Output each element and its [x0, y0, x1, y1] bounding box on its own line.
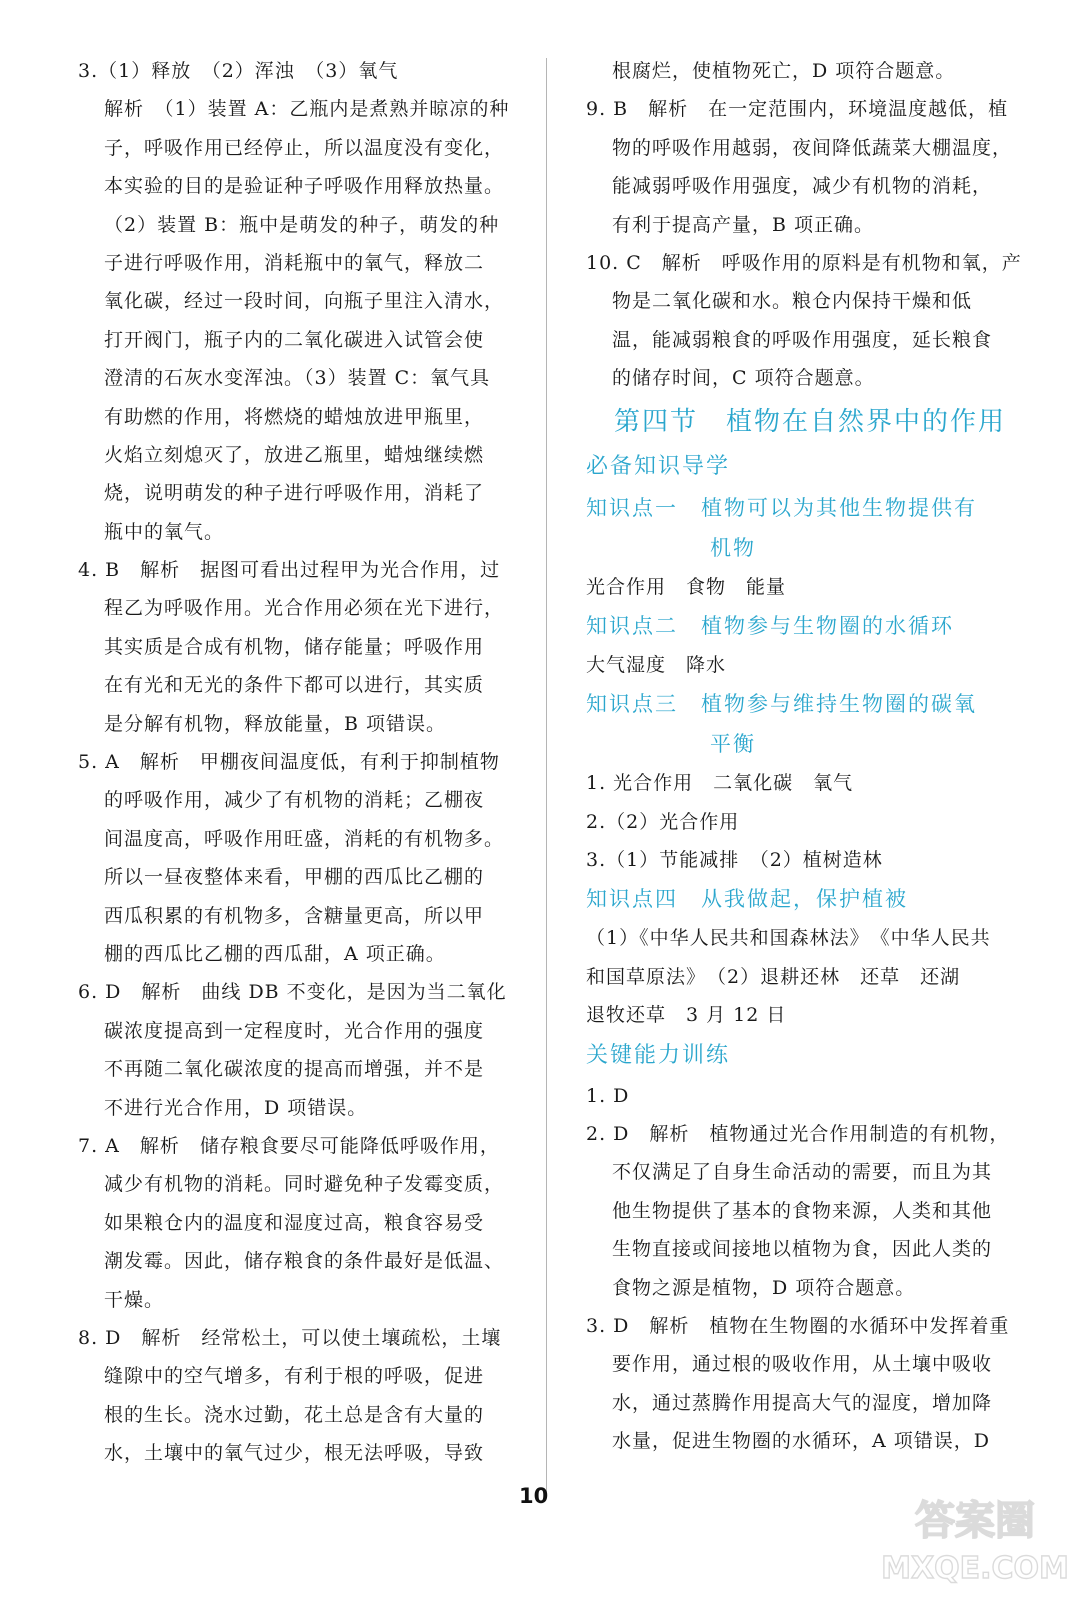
right-column: [586, 52, 1026, 1461]
left-line: 3.（1）释放 （2）浑浊 （3）氧气: [78, 60, 399, 82]
left-line: （2）装置 B：瓶中是萌发的种子，萌发的种: [104, 213, 500, 236]
left-line: 烧，说明萌发的种子进行呼吸作用，消耗了: [104, 482, 485, 505]
watermark-text: 答案圈: [915, 1498, 1035, 1544]
left-line: 打开阀门，瓶子内的二氧化碳进入试管会使: [104, 328, 485, 351]
right-line: （1）《中华人民共和国森林法》 《中华人民共: [586, 927, 991, 950]
right-line: 1. 光合作用 二氧化碳 氧气: [586, 772, 854, 795]
left-line: 减少有机物的消耗。同时避免种子发霉变质，: [104, 1173, 505, 1196]
left-line: 6. D 解析 曲线 DB 不变化，是因为当二氧化: [78, 981, 507, 1004]
right-line: 知识点一 植物可以为其他生物提供有: [586, 495, 977, 520]
left-line: 氧化碳，经过一段时间，向瓶子里注入清水，: [104, 290, 505, 313]
left-line: 火焰立刻熄灭了，放进乙瓶里，蜡烛继续燃: [104, 443, 485, 466]
left-line: 8. D 解析 经常松土，可以使土壤疏松，土壤: [78, 1326, 502, 1349]
right-line: 根腐烂，使植物死亡，D 项符合题意。: [612, 60, 956, 82]
left-line: 7. A 解析 储存粮食要尽可能降低呼吸作用，: [78, 1134, 500, 1157]
left-line: 的呼吸作用，减少了有机物的消耗；乙棚夜: [104, 789, 485, 812]
left-line: 潮发霉。因此，储存粮食的条件最好是低温、: [104, 1250, 505, 1273]
right-line: 物的呼吸作用越弱，夜间降低蔬菜大棚温度，: [612, 136, 1013, 159]
right-line: 10. C 解析 呼吸作用的原料是有机物和氧，产: [586, 251, 1022, 274]
left-line: 棚的西瓜比乙棚的西瓜甜，A 项正确。: [104, 942, 446, 965]
right-line: 第四节 植物在自然界中的作用: [614, 406, 1007, 437]
watermark-url: MXQE.COM: [881, 1551, 1069, 1586]
right-line: 不仅满足了自身生命活动的需要，而且为其: [612, 1161, 993, 1184]
right-line: 机物: [710, 535, 756, 560]
right-line: 9. B 解析 在一定范围内，环境温度越低，植: [586, 98, 1009, 121]
left-line: 子进行呼吸作用，消耗瓶中的氧气，释放二: [104, 251, 485, 274]
left-line: 间温度高，呼吸作用旺盛，消耗的有机物多。: [104, 827, 505, 850]
left-line: 有助燃的作用，将燃烧的蜡烛放进甲瓶里，: [104, 405, 485, 428]
right-line: 知识点三 植物参与维持生物圈的碳氧: [586, 692, 977, 717]
left-line: 不再随二氧化碳浓度的提高而增强，并不是: [104, 1058, 485, 1081]
right-line: 水，通过蒸腾作用提高大气的湿度，增加降: [612, 1391, 993, 1414]
right-line: 平衡: [710, 732, 756, 757]
left-line: 4. B 解析 据图可看出过程甲为光合作用，过: [78, 559, 501, 582]
left-line: 所以一昼夜整体来看，甲棚的西瓜比乙棚的: [104, 866, 485, 889]
left-column: [78, 52, 510, 1472]
right-line: 2.（2）光合作用: [586, 810, 740, 833]
right-line: 温，能减弱粮食的呼吸作用强度，延长粮食: [612, 328, 993, 351]
right-line: 生物直接或间接地以植物为食，因此人类的: [612, 1238, 993, 1261]
right-line: 要作用，通过根的吸收作用，从土壤中吸收: [612, 1353, 993, 1376]
column-divider: [546, 58, 547, 1498]
right-line: 退牧还草 3 月 12 日: [586, 1004, 787, 1027]
left-line: 干燥。: [104, 1288, 165, 1311]
left-line: 西瓜积累的有机物多，含糖量更高，所以甲: [104, 904, 485, 927]
right-line: 能减弱呼吸作用强度，减少有机物的消耗，: [612, 175, 993, 198]
right-line: 3. D 解析 植物在生物圈的水循环中发挥着重: [586, 1314, 1010, 1337]
right-line: 水量，促进生物圈的水循环，A 项错误，D: [612, 1430, 990, 1453]
left-line: 本实验的目的是验证种子呼吸作用释放热量。: [104, 175, 505, 198]
left-line: 其实质是合成有机物，储存能量；呼吸作用: [104, 635, 485, 658]
right-line: 必备知识导学: [586, 453, 731, 479]
right-line: 的储存时间，C 项符合题意。: [612, 367, 875, 390]
left-line: 5. A 解析 甲棚夜间温度低，有利于抑制植物: [78, 751, 500, 774]
left-line: 是分解有机物，释放能量，B 项错误。: [104, 712, 447, 735]
right-line: 2. D 解析 植物通过光合作用制造的有机物，: [586, 1123, 1010, 1146]
left-line: 瓶中的氧气。: [104, 520, 225, 543]
right-line: 3.（1）节能减排 （2）植树造林: [586, 849, 883, 872]
page-number: 10: [519, 1484, 549, 1508]
right-line: 1. D: [586, 1084, 630, 1107]
right-line: 大气湿度 降水: [586, 653, 727, 676]
left-line: 程乙为呼吸作用。光合作用必须在光下进行，: [104, 597, 505, 620]
right-line: 物是二氧化碳和水。粮仓内保持干燥和低: [612, 290, 973, 313]
left-line: 水，土壤中的氧气过少，根无法呼吸，导致: [104, 1442, 485, 1465]
left-line: 如果粮仓内的温度和湿度过高，粮食容易受: [104, 1211, 485, 1234]
right-line: 关键能力训练: [586, 1042, 731, 1068]
right-line: 光合作用 食物 能量: [586, 575, 787, 598]
left-line: 根的生长。浇水过勤，花土总是含有大量的: [104, 1403, 485, 1426]
watermark-logo: [880, 1482, 1070, 1594]
left-line: 碳浓度提高到一定程度时，光合作用的强度: [104, 1019, 485, 1042]
left-line: 子，呼吸作用已经停止，所以温度没有变化，: [104, 136, 505, 159]
right-line: 知识点四 从我做起，保护植被: [586, 887, 908, 912]
left-line: 在有光和无光的条件下都可以进行，其实质: [104, 674, 485, 697]
right-line: 食物之源是植物，D 项符合题意。: [612, 1276, 916, 1299]
left-line: 澄清的石灰水变浑浊。（3）装置 C：氧气具: [104, 367, 491, 390]
right-line: 他生物提供了基本的食物来源，人类和其他: [612, 1199, 993, 1222]
right-line: 有利于提高产量，B 项正确。: [612, 213, 875, 236]
left-line: 解析 （1）装置 A：乙瓶内是煮熟并晾凉的种: [104, 98, 510, 121]
right-line: 和国草原法》 （2）退耕还林 还草 还湖: [586, 965, 961, 988]
right-line: 知识点二 植物参与生物圈的水循环: [586, 613, 954, 638]
left-line: 不进行光合作用，D 项错误。: [104, 1096, 368, 1119]
left-line: 缝隙中的空气增多，有利于根的呼吸，促进: [104, 1365, 485, 1388]
